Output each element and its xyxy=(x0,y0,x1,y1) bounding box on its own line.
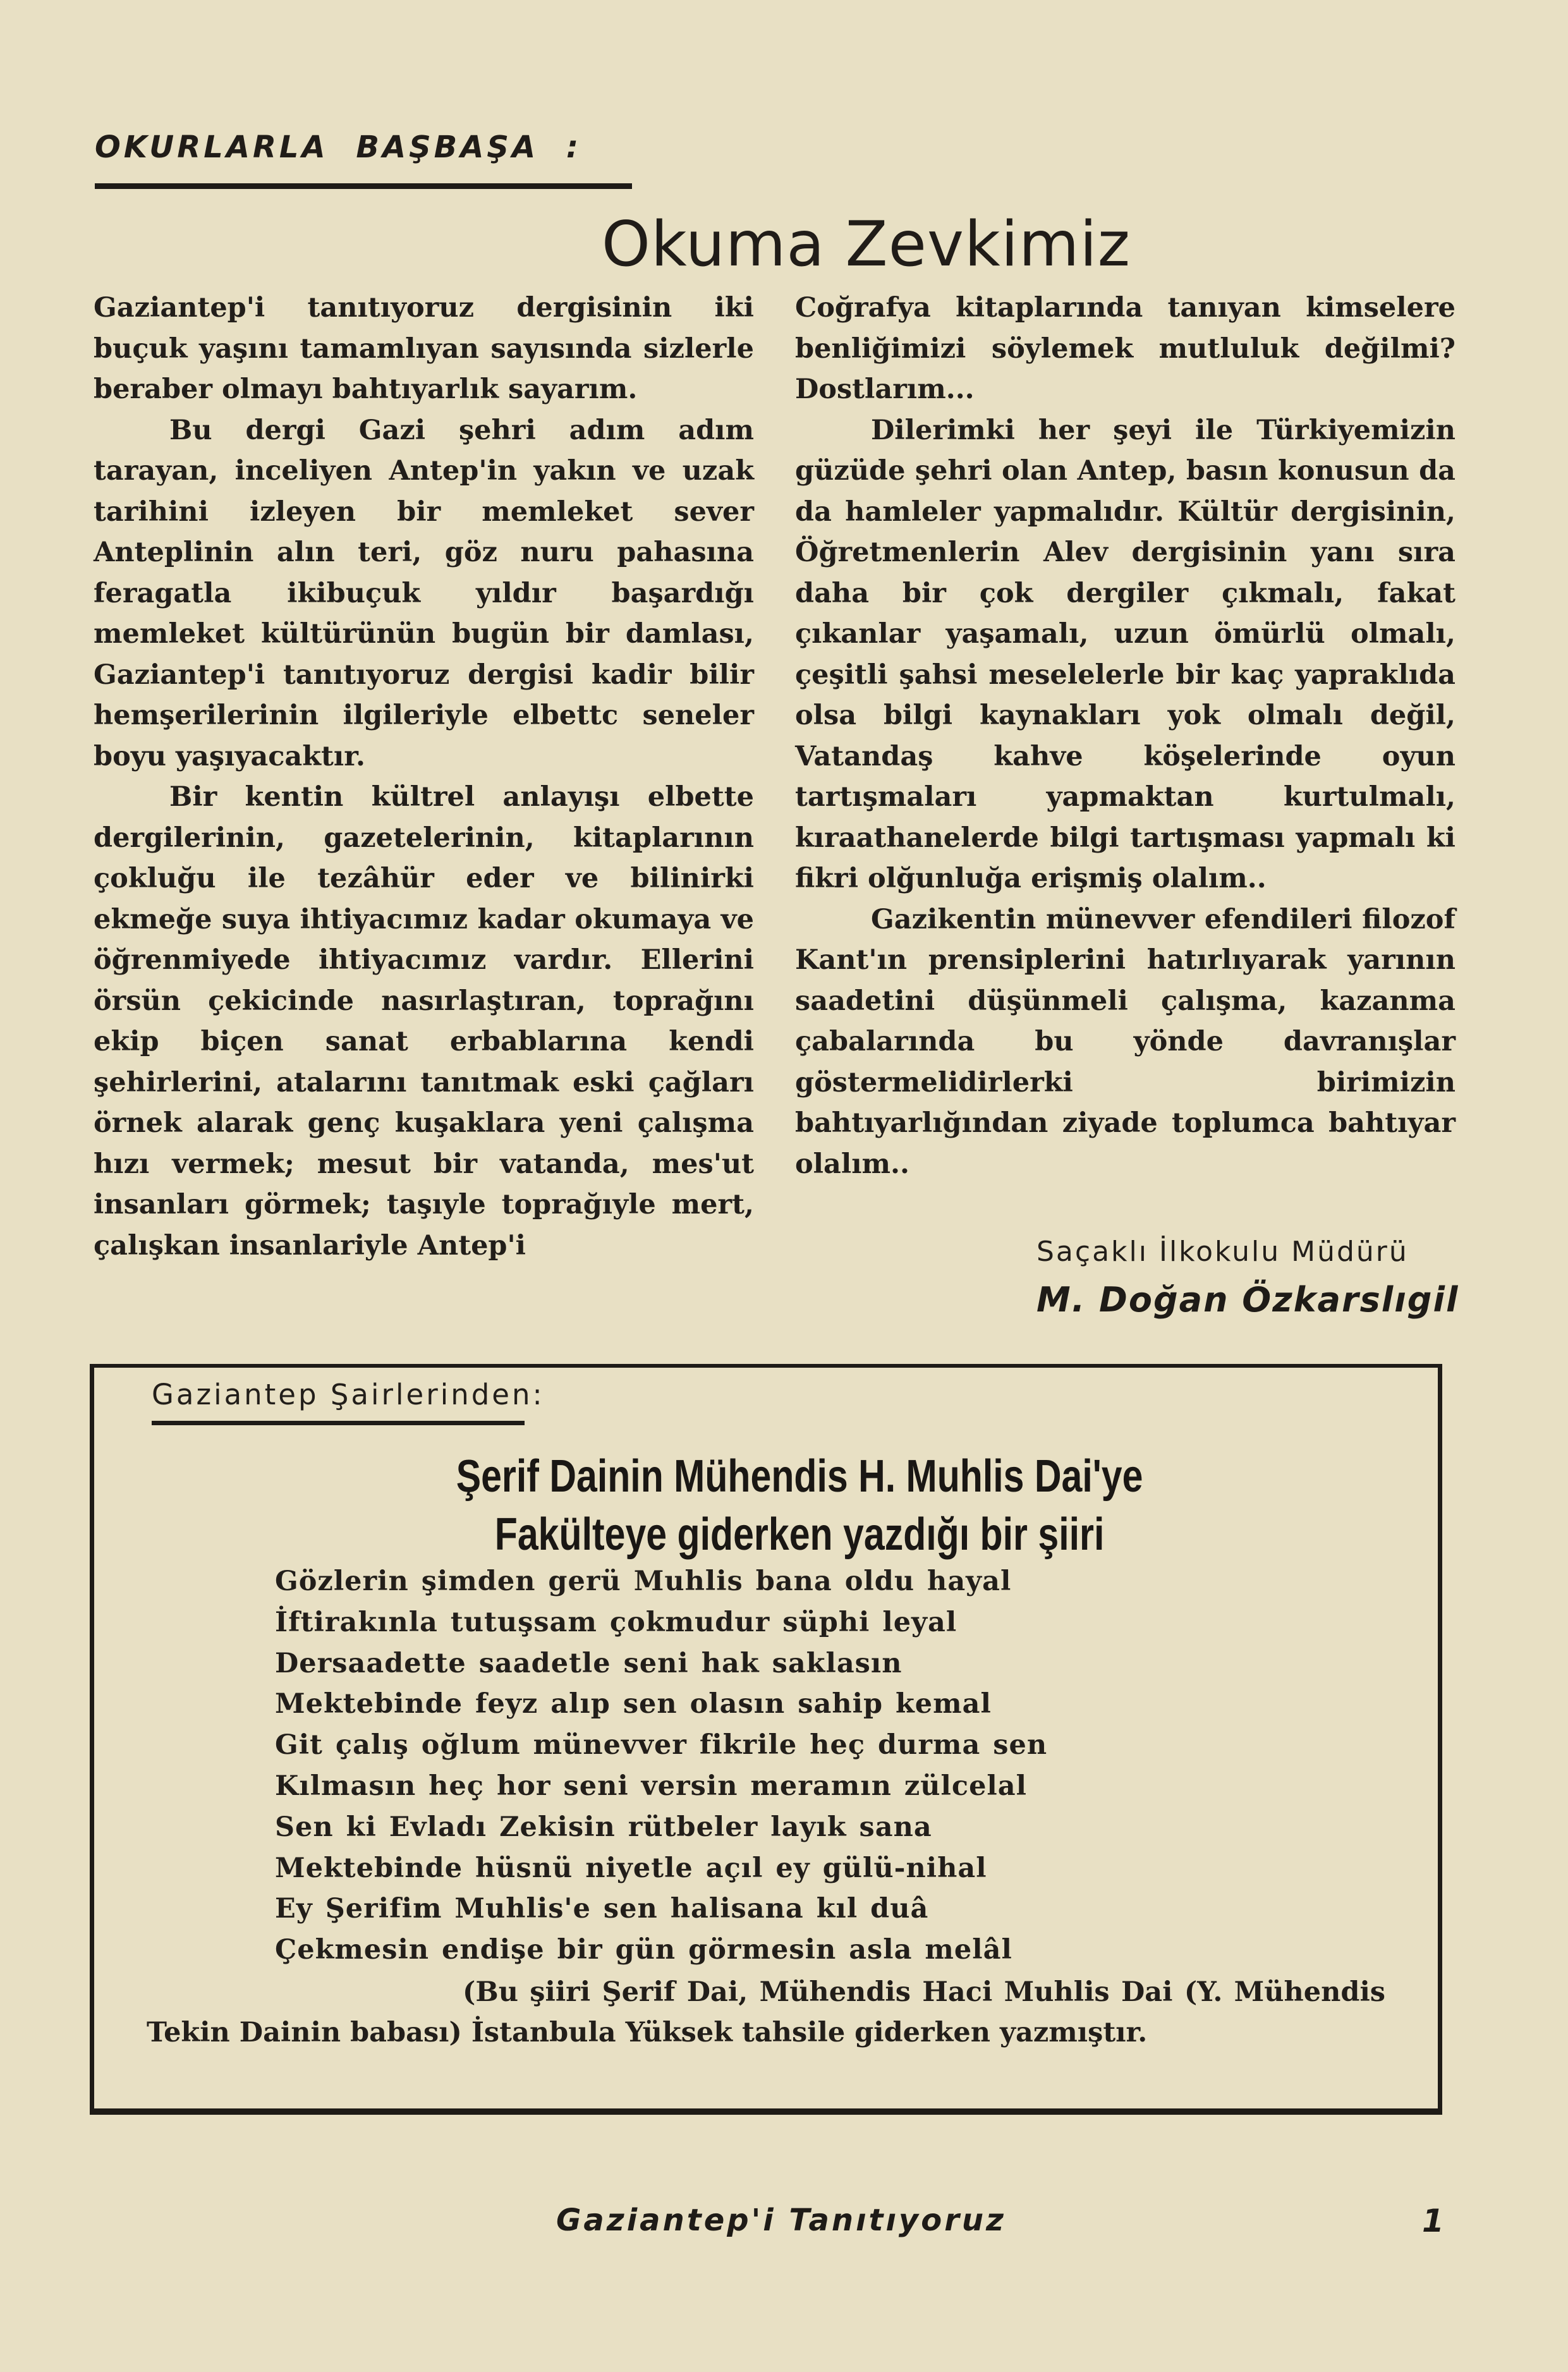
poem-note xyxy=(147,1972,1385,2053)
poem-line: Ey Şerifim Muhlis'e sen halisana kıl duâ xyxy=(275,1893,929,1925)
signature-name: M. Doğan Özkarslıgil xyxy=(1036,1280,1459,1320)
signature-role: Saçaklı İlkokulu Müdürü xyxy=(1036,1236,1409,1268)
poem-line: Gözlerin şimden gerü Muhlis bana oldu hayal xyxy=(275,1566,1012,1597)
page-number: 1 xyxy=(1422,2203,1444,2239)
poem-line: Mektebinde feyz alıp sen olasın sahip kemal xyxy=(275,1688,992,1720)
article-left-column xyxy=(94,288,754,1266)
poem-box-label: Gaziantep Şairlerinden: xyxy=(152,1378,545,1411)
poem-box-label-rule xyxy=(152,1421,525,1425)
poem-line: Sen ki Evladı Zekisin rütbeler layık sana xyxy=(275,1811,932,1843)
poem-note-text: (Bu şiiri Şerif Dai, Mühendis Haci Muhlis Dai (Y. Mühendis Tekin Dainin babası) İstanbula Yüksek tahsile giderken yazmıştır. xyxy=(147,1976,1385,2048)
section-rule xyxy=(95,183,632,189)
footer-magazine-name: Gaziantep'i Tanıtıyoruz xyxy=(556,2203,1006,2238)
poem-title-line-1: Şerif Dainin Mühendis H. Muhlis Dai'ye xyxy=(456,1451,1143,1502)
poem-line: Kılmasın heç hor seni versin meramın zülcelal xyxy=(275,1770,1027,1802)
poem-line: Mektebinde hüsnü niyetle açıl ey gülü-nihal xyxy=(275,1852,987,1884)
poem-line: İftirakınla tutuşsam çokmudur süphi leyal xyxy=(275,1606,957,1638)
poem-line: Dersaadette saadetle seni hak saklasın xyxy=(275,1647,903,1679)
right-paragraph-2: Dilerimki her şeyi ile Türkiyemizin güzüde şehri olan Antep, basın konusun da da hamleler yapmalıdır. Kültür dergisinin, Öğretmenlerin Alev dergisinin yanı sıra daha bir çok dergiler çıkmalı, fakat çıkanlar yaşamalı, uzun ömürlü olmalı, çeşitli şahsi meselelerle bir kaç yapraklıda olsa bilgi kaynakları yok olmalı değil, Vatandaş kahve köşelerinde oyun tartışmaları yapmaktan kurtulmalı, kıraathanelerde bilgi tartışması yapmalı ki fikri olğunluğa erişmiş olalım.. xyxy=(795,414,1456,894)
left-paragraph-2: Bu dergi Gazi şehri adım adım tarayan, inceliyen Antep'in yakın ve uzak tarihini izleyen bir memleket sever Anteplinin alın teri, göz nuru pahasına feragatla ikibuçuk yıldır başardığı memleket kültürünün bugün bir damlası, Gaziantep'i tanıtıyoruz dergisi kadir bilir hemşerilerinin ilgileriyle elbettc seneler boyu yaşıyacaktır. xyxy=(94,414,754,772)
poem-title xyxy=(141,1447,1426,1564)
poem-line: Çekmesin endişe bir gün görmesin asla melâl xyxy=(275,1934,1012,1966)
article-right-column xyxy=(795,288,1456,1184)
section-label: OKURLARLA BAŞBAŞA : xyxy=(95,130,582,165)
left-paragraph-3: Bir kentin kültrel anlayışı elbette dergilerinin, gazetelerinin, kitaplarının çokluğu ile tezâhür eder ve bilinirki ekmeğe suya ihtiyacımız kadar okumaya ve öğrenmiyede ihtiyacımız vardır. Ellerini örsün çekicinde nasırlaştıran, toprağını ekip biçen sanat erbablarına kendi şehirlerini, atalarını tanıtmak eski çağları örnek alarak genç kuşaklara yeni çalışma hızı vermek; mesut bir vatanda, mes'ut insanları görmek; taşıyle toprağıyle mert, çalışkan insanlariyle Antep'i xyxy=(94,781,754,1262)
left-paragraph-1: Gaziantep'i tanıtıyoruz dergisinin iki buçuk yaşını tamamlıyan sayısında sizlerle beraber olmayı bahtıyarlık sayarım. xyxy=(94,292,754,405)
poem-line: Git çalış oğlum münevver fikrile heç durma sen xyxy=(275,1729,1048,1761)
poem-title-line-2: Fakülteye giderken yazdığı bir şiiri xyxy=(494,1509,1105,1560)
right-paragraph-3: Gazikentin münevver efendileri filozof Kant'ın prensiplerini hatırlıyarak yarının saadetini düşünmeli çalışma, kazanma çabalarında bu yönde davranışlar göstermelidirlerki birimizin bahtıyarlığından ziyade toplumca bahtıyar olalım.. xyxy=(795,903,1456,1180)
right-paragraph-1: Coğrafya kitaplarında tanıyan kimselere benliğimizi söylemek mutluluk değilmi? Dostlarım... xyxy=(795,292,1456,405)
poem-verses xyxy=(275,1561,1047,1971)
article-title: Okuma Zevkimiz xyxy=(601,209,1131,281)
